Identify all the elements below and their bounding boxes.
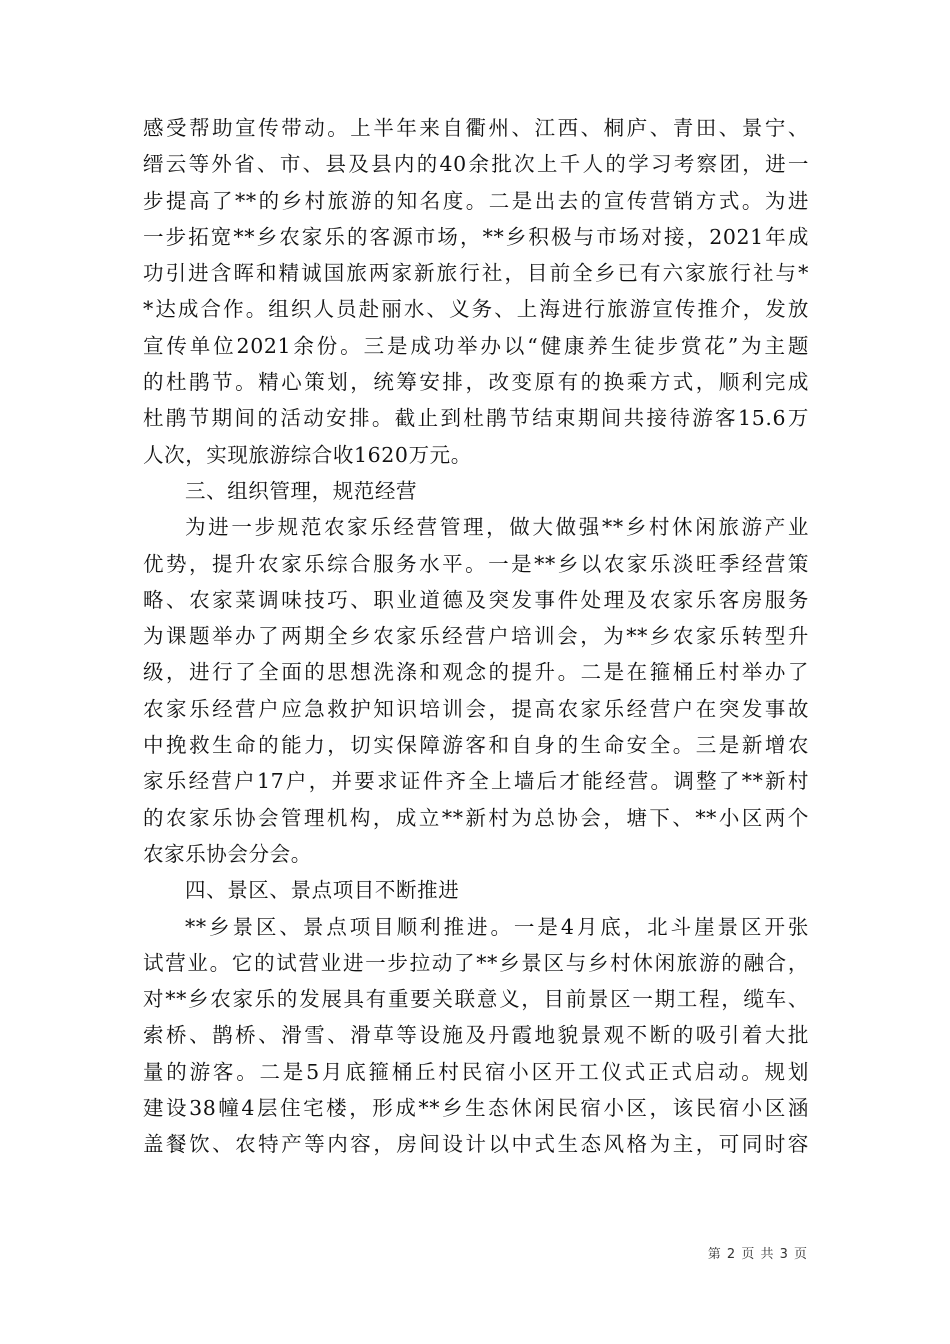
text-line: 一步拓宽**乡农家乐的客源市场，**乡积极与市场对接，2021年成: [143, 224, 809, 249]
text-line: *达成合作。组织人员赴丽水、义务、上海进行旅游宣传推介，发放: [143, 297, 809, 322]
text-line: **乡景区、景点项目顺利推进。一是4月底，北斗崖景区开张: [185, 914, 809, 939]
document-body: [143, 110, 809, 1163]
text-line: 农家乐协会分会。: [143, 841, 312, 866]
text-line: 为进一步规范农家乐经营管理，做大做强**乡村休闲旅游产业: [185, 515, 809, 540]
text-line: 感受帮助宣传带动。上半年来自衢州、江西、桐庐、青田、景宁、: [143, 116, 809, 140]
text-line: 量的游客。二是5月底箍桶丘村民宿小区开工仪式正式启动。规划: [143, 1059, 809, 1084]
text-line: 索桥、鹊桥、滑雪、滑草等设施及丹霞地貌景观不断的吸引着大批: [143, 1023, 809, 1048]
text-line: 试营业。它的试营业进一步拉动了**乡景区与乡村休闲旅游的融合，: [143, 950, 809, 975]
text-line: 优势，提升农家乐综合服务水平。一是**乡以农家乐淡旺季经营策: [143, 551, 809, 576]
text-line: 的农家乐协会管理机构，成立**新村为总协会，塘下、**小区两个: [143, 805, 809, 830]
text-line: 人次，实现旅游综合收1620万元。: [143, 442, 472, 467]
text-line: 功引进含晖和精诚国旅两家新旅行社，目前全乡已有六家旅行社与*: [143, 261, 809, 286]
text-line: 盖餐饮、农特产等内容，房间设计以中式生态风格为主，可同时容: [143, 1132, 809, 1157]
text-line: 中挽救生命的能力，切实保障游客和自身的生命安全。三是新增农: [143, 733, 809, 758]
text-line: 四、景区、景点项目不断推进: [185, 878, 460, 903]
text-line: 宣传单位2021余份。三是成功举办以“健康养生徒步赏花”为主题: [143, 333, 809, 358]
text-line: 缙云等外省、市、县及县内的40余批次上千人的学习考察团，进一: [143, 152, 809, 177]
text-line: 的杜鹃节。精心策划，统筹安排，改变原有的换乘方式，顺利完成: [143, 370, 809, 395]
text-line: 级，进行了全面的思想洗涤和观念的提升。二是在箍桶丘村举办了: [143, 660, 809, 685]
text-line: 对**乡农家乐的发展具有重要关联意义，目前景区一期工程，缆车、: [143, 987, 809, 1012]
text-line: 三、组织管理，规范经营: [185, 478, 418, 503]
text-line: 杜鹃节期间的活动安排。截止到杜鹃节结束期间共接待游客15.6万: [143, 406, 809, 431]
text-line: 家乐经营户17户，并要求证件齐全上墙后才能经营。调整了**新村: [143, 769, 809, 794]
text-line: 为课题举办了两期全乡农家乐经营户培训会，为**乡农家乐转型升: [143, 624, 809, 649]
text-line: 略、农家菜调味技巧、职业道德及突发事件处理及农家乐客房服务: [143, 587, 809, 612]
text-line: 步提高了**的乡村旅游的知名度。二是出去的宣传营销方式。为进: [143, 188, 809, 213]
text-line: 农家乐经营户应急救护知识培训会，提高农家乐经营户在突发事故: [143, 696, 809, 721]
text-line: 建设38幢4层住宅楼，形成**乡生态休闲民宿小区，该民宿小区涵: [143, 1096, 809, 1121]
page-number-footer: 第 2 页 共 3 页: [707, 1247, 808, 1262]
